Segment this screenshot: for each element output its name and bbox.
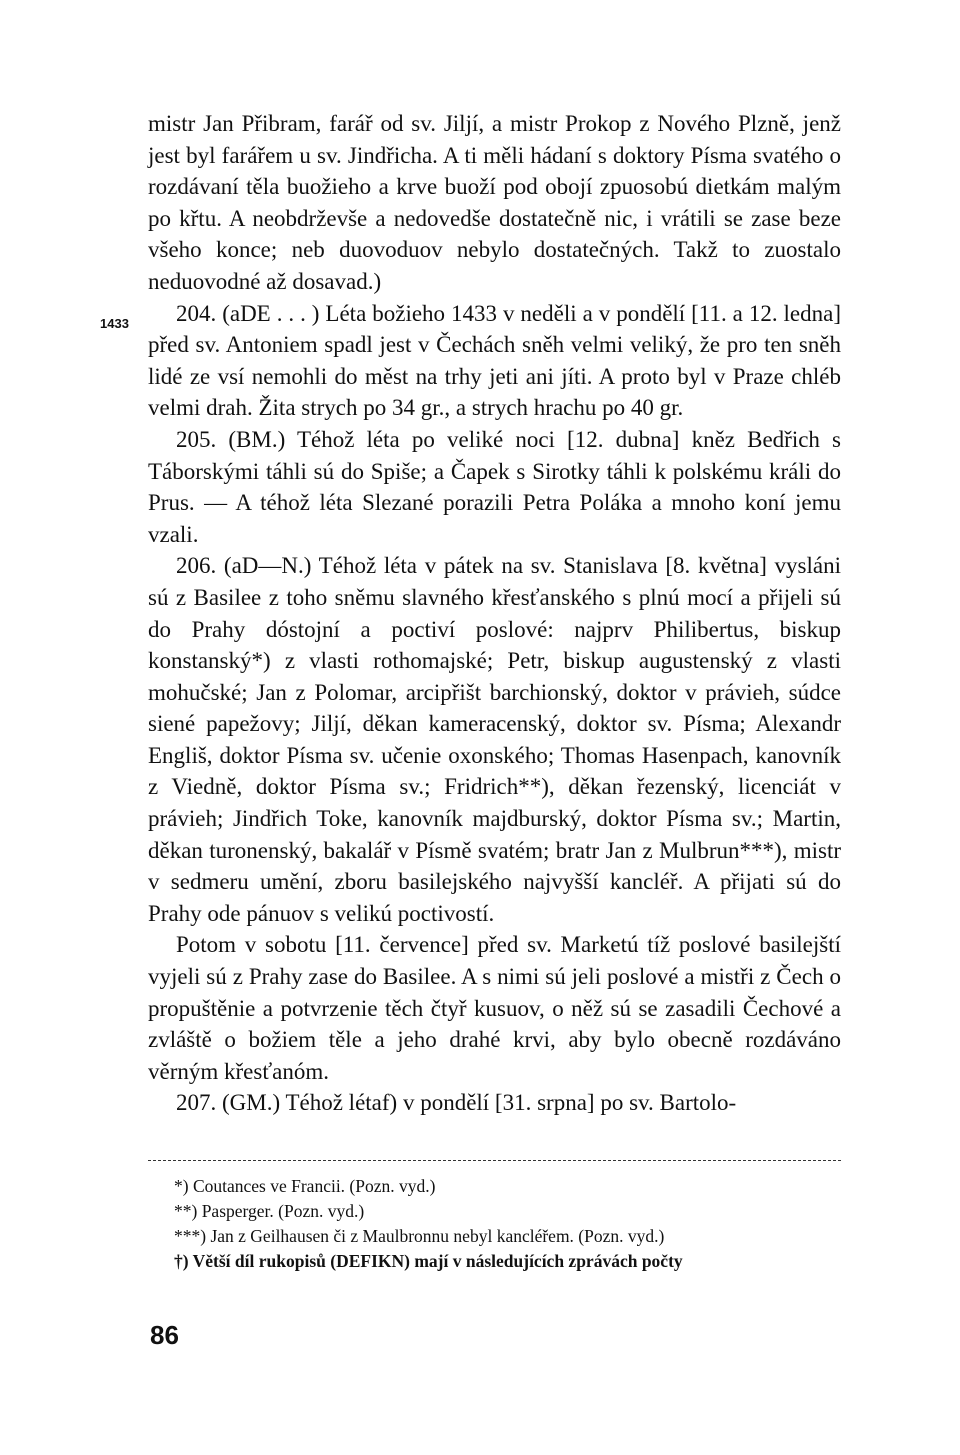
paragraph-207: 207. (GM.) Téhož létaf) v pondělí [31. srpna] po sv. Bartolo- [176,1090,737,1116]
footnotes [148,1174,841,1274]
footnote-3: ***) Jan z Geilhausen či z Maulbronnu nebyl kancléřem. (Pozn. vyd.) [174,1226,665,1246]
main-text [148,108,841,1119]
paragraph-intro: mistr Jan Přibram, farář od sv. Jiljí, a mistr Prokop z Nového Plzně, jenž jest byl farářem u sv. Jindřicha. A ti měli hádaní s doktory Písma svatého o rozdávaní těla buožieho a krve buoží pod obojí zpuosobú dietkám malým po křtu. A neobdrževše a nedovedše dostatečně nic, i vrátili se zase beze všeho konce; neb duovoduov nebylo dostatečných. Takž to zuostalo neduovodné až dosavad.) [148,111,841,294]
paragraph-205: 205. (BM.) Téhož léta po veliké noci [12. dubna] kněz Bedřich s Táborskými táhli sú do Spiše; a Čapek s Sirotky táhli k polskému králi do Prus. — A téhož léta Slezané porazili Petra Poláka a mnoho koní jemu vzali. [148,426,841,547]
page-number: 86 [150,1320,179,1350]
paragraph-embassy-return: Potom v sobotu [11. července] před sv. Marketú tíž poslové basilejští vyjeli sú z Prahy zase do Basilee. A s nimi sú jeli poslové a mistři z Čech o propuštěnie a potvrzenie těch čtyř kusuov, o něž sú se zasadili Čechové a zvláště o božiem těle a jeho drahé krvi, aby bylo obecně rozdáváno věrným křesťanóm. [148,932,841,1084]
footnote-1: *) Coutances ve Francii. (Pozn. vyd.) [174,1176,436,1196]
paragraph-204: 204. (aDE . . . ) Léta božieho 1433 v neděli a v pondělí [11. a 12. ledna] před sv. Antoniem spadl jest v Čechách sněh velmi veliký, že pro ten sněh lidé ze vsí nemohli do měst na trhy jeti ani jíti. A proto byl v Praze chléb velmi drah. Žita strych po 34 gr., a strych hrachu po 40 gr. [148,300,841,421]
footnote-divider [148,1160,841,1161]
margin-year-note: 1433 [100,316,129,331]
paragraph-206: 206. (aD—N.) Téhož léta v pátek na sv. Stanislava [8. května] vysláni sú z Basilee z toho sněmu slavného křesťanského s plnú mocí a přijeli sú do Prahy dóstojní a poctiví poslové: najprv Philibertus, biskup konstanský*) z vlasti rothomajské; Petr, biskup augustenský z vlasti mohučské; Jan z Polomar, arcipřišt barchionský, doktor v právieh, súdce siené papežovy; Jiljí, děkan kameracenský, doktor sv. Písma; Alexandr Engliš, doktor Písma sv. učenie oxonského; Thomas Hasenpach, kanovník z Viedně, doktor Písma sv.; Fridrich**), děkan řezenský, licenciát v právieh; Jindřich Toke, kanovník majdburský, doktor Písma sv.; Martin, děkan turonenský, bakalář v Písmě svatém; bratr Jan z Mulbrun***), mistr v sedmeru umění, zboru basilejského najvyšší kancléř. A přijati sú do Prahy ode pánuov s velikú poctivostí. [148,553,841,926]
footnote-4: †) Větší díl rukopisů (DEFIKN) mají v následujících zprávách počty [174,1251,683,1271]
footnote-2: **) Pasperger. (Pozn. vyd.) [174,1201,365,1221]
